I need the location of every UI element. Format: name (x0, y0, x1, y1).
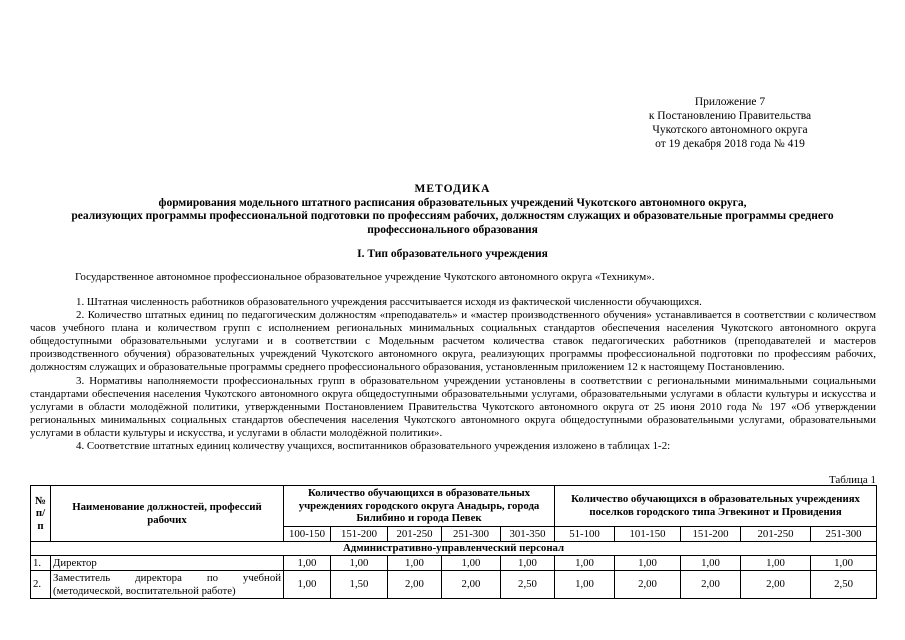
row-name: Директор (51, 555, 284, 571)
paragraph-2: 2. Количество штатных единиц по педагогическим должностям «преподаватель» и «мастер производственного обучения» устанавливается в соответствии с количеством часов учебного плана и количеством групп с исполнением региональных минимальных социальных стандартов обеспечения населения Чукотского автономного округа общедоступными образовательными услугами и в соответствии с Модельным расчетом количества ставок педагогических работников (преподавателей и мастеров производственного обучения) образовательных учреждений Чукотского автономного округа, реализующих программы профессиональной подготовки по профессиям рабочих, должностям служащих и образовательные программы среднего профессионального образования, установленным приложением 12 к настоящему Постановлению. (30, 309, 876, 374)
header-num: № п/п (31, 486, 51, 542)
table-label: Таблица 1 (828, 474, 876, 486)
row-value: 2,00 (388, 571, 442, 599)
row-value: 1,50 (331, 571, 388, 599)
range-header: 251-300 (811, 526, 877, 542)
row-num: 1. (31, 555, 51, 571)
appendix-line: от 19 декабря 2018 года № 419 (655, 138, 805, 150)
row-value: 1,00 (681, 555, 741, 571)
range-header: 201-250 (741, 526, 811, 542)
range-header: 251-300 (442, 526, 501, 542)
header-name: Наименование должностей, профессий рабочих (51, 486, 284, 542)
row-value: 1,00 (442, 555, 501, 571)
row-value: 1,00 (555, 555, 615, 571)
row-value: 1,00 (331, 555, 388, 571)
paragraph-3: 3. Нормативы наполняемости профессиональных групп в образовательном учреждении установлены в соответствии с региональными минимальными социальными стандартами обеспечения населения Чукотского автономного округа общедоступными образовательными услугами, образовательными услугами в области культуры и искусства и услугами в области молодёжной политики, утвержденными Постановлением Правительства Чукотского автономного округа от 25 июня 2010 года № 197 «Об утверждении региональных минимальных социальных стандартов обеспечения населения Чукотского автономного округа общедоступными образовательными услугами, образовательными услугами в области культуры и искусства, и услугами в области молодёжной политики». (30, 374, 876, 439)
row-value: 2,00 (741, 571, 811, 599)
range-header: 201-250 (388, 526, 442, 542)
title-line: формирования модельного штатного расписания образовательных учреждений Чукотского автономного округа, (158, 196, 747, 209)
row-value: 1,00 (555, 571, 615, 599)
range-header: 101-150 (615, 526, 681, 542)
row-value: 2,50 (811, 571, 877, 599)
range-header: 301-350 (501, 526, 555, 542)
title-line: реализующих программы профессиональной подготовки по профессиям рабочих, должностям служащих и образовательные программы среднего (71, 210, 834, 222)
table-row (31, 555, 877, 571)
row-value: 2,50 (501, 571, 555, 599)
row-name: Заместитель директора по учебной (методической, воспитательной работе) (51, 571, 284, 599)
staffing-table (30, 485, 877, 599)
title-main: МЕТОДИКА (414, 183, 491, 195)
section-heading: I. Тип образовательного учреждения (357, 248, 548, 260)
row-value: 2,00 (681, 571, 741, 599)
table-row (31, 571, 877, 599)
row-num: 2. (31, 571, 51, 599)
range-header: 151-200 (681, 526, 741, 542)
row-value: 1,00 (284, 555, 331, 571)
row-value: 2,00 (442, 571, 501, 599)
document-title (30, 183, 875, 237)
range-header: 151-200 (331, 526, 388, 542)
row-value: 1,00 (284, 571, 331, 599)
table-section-row: Административно-управленческий персонал (31, 542, 877, 556)
paragraph-1: 1. Штатная численность работников образовательного учреждения рассчитывается исходя из фактической численности обучающихся. (76, 296, 702, 308)
row-value: 1,00 (741, 555, 811, 571)
row-value: 2,00 (615, 571, 681, 599)
row-value: 1,00 (811, 555, 877, 571)
header-group-settlements: Количество обучающихся в образовательных учреждениях поселков городского типа Эгвекинот и Провидения (555, 486, 877, 527)
appendix-line: Приложение 7 (694, 96, 766, 108)
range-header: 51-100 (555, 526, 615, 542)
appendix-line: Чукотского автономного округа (652, 124, 808, 136)
appendix-line: к Постановлению Правительства (648, 110, 812, 122)
row-value: 1,00 (615, 555, 681, 571)
paragraph-4: 4. Соответствие штатных единиц количеству учащихся, воспитанников образовательного учреждения изложено в таблицах 1-2: (76, 440, 671, 453)
row-value: 1,00 (388, 555, 442, 571)
paragraphs (30, 296, 876, 453)
row-value: 1,00 (501, 555, 555, 571)
range-header: 100-150 (284, 526, 331, 542)
header-group-cities: Количество обучающихся в образовательных учреждениях городского округа Анадырь, города Билибино и города Певек (284, 486, 555, 527)
title-line: профессионального образования (367, 223, 538, 236)
appendix-block (600, 95, 860, 151)
institution-intro: Государственное автономное профессиональное образовательное учреждение Чукотского автономного округа «Техникум». (75, 271, 655, 283)
